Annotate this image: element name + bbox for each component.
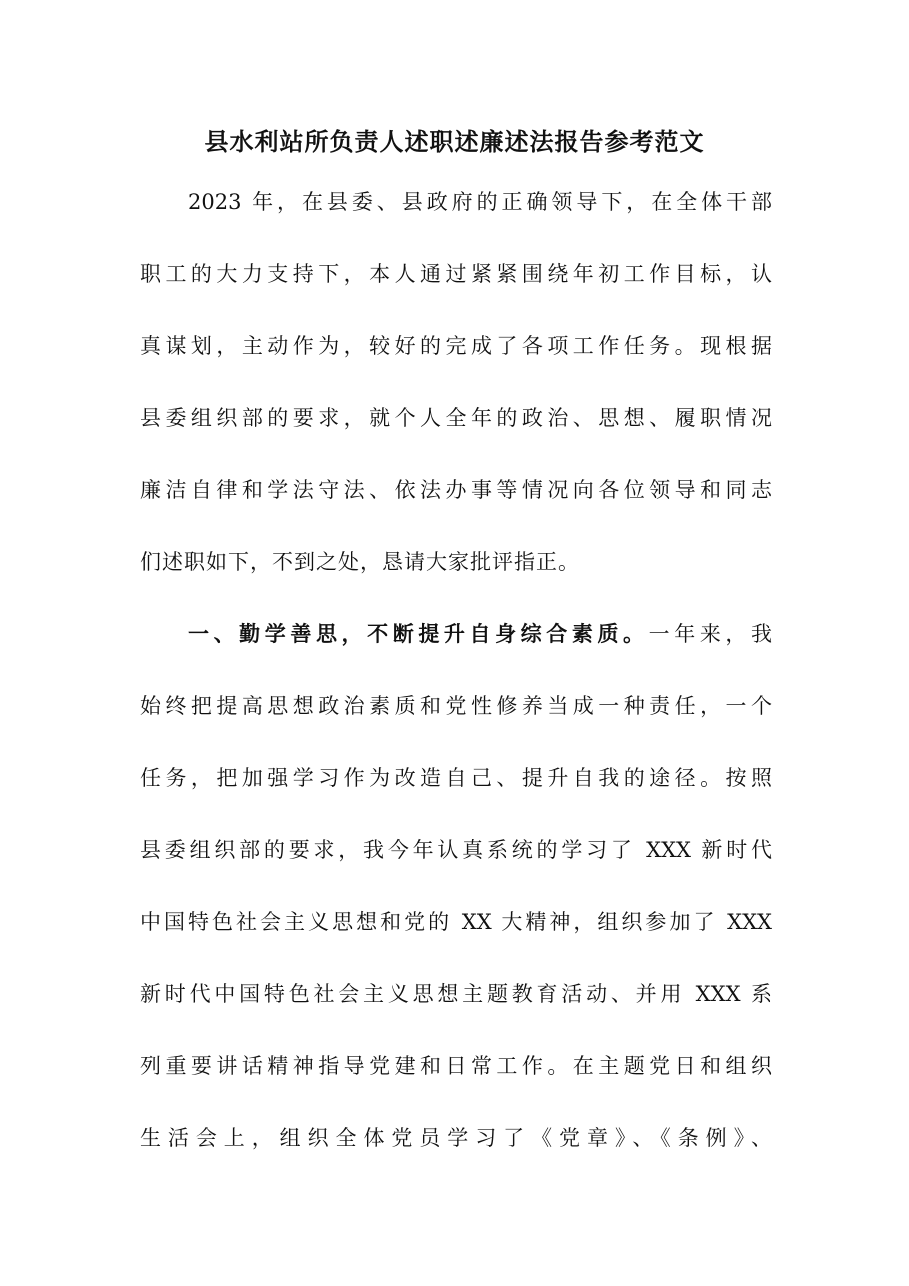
paragraph2-line-3: 任务，把加强学习作为改造自己、提升自我的途径。按照 (140, 766, 772, 790)
paragraph2-line-8: 生活会上，组织全体党员学习了《党章》、《条例》、 (140, 1126, 772, 1150)
section-heading-tail: 一年来，我 (648, 622, 772, 646)
paragraph2-line-7: 列重要讲话精神指导党建和日常工作。在主题党日和组织 (140, 1054, 772, 1078)
paragraph2-line-1 (188, 614, 772, 654)
document-title: 县水利站所负责人述职述廉述法报告参考范文 (204, 127, 705, 156)
paragraph2-line-6: 新时代中国特色社会主义思想主题教育活动、并用 XXX 系 (140, 982, 772, 1006)
section-heading: 一、勤学善思，不断提升自身综合素质。 (188, 621, 649, 646)
paragraph1-line-3: 真谋划，主动作为，较好的完成了各项工作任务。现根据 (140, 334, 772, 358)
paragraph1-line-2: 职工的大力支持下，本人通过紧紧围绕年初工作目标，认 (140, 262, 772, 286)
paragraph1-line-6: 们述职如下，不到之处，恳请大家批评指正。 (140, 550, 580, 574)
paragraph2-line-5: 中国特色社会主义思想和党的 XX 大精神，组织参加了 XXX (140, 910, 772, 934)
paragraph1-line-4: 县委组织部的要求，就个人全年的政治、思想、履职情况 (140, 406, 772, 430)
paragraph1-line-5: 廉洁自律和学法守法、依法办事等情况向各位领导和同志 (140, 478, 772, 502)
paragraph1-line-1: 2023 年，在县委、县政府的正确领导下，在全体干部 (188, 190, 772, 214)
paragraph2-line-2: 始终把提高思想政治素质和党性修养当成一种责任，一个 (140, 694, 772, 718)
paragraph2-line-4: 县委组织部的要求，我今年认真系统的学习了 XXX 新时代 (140, 838, 772, 862)
